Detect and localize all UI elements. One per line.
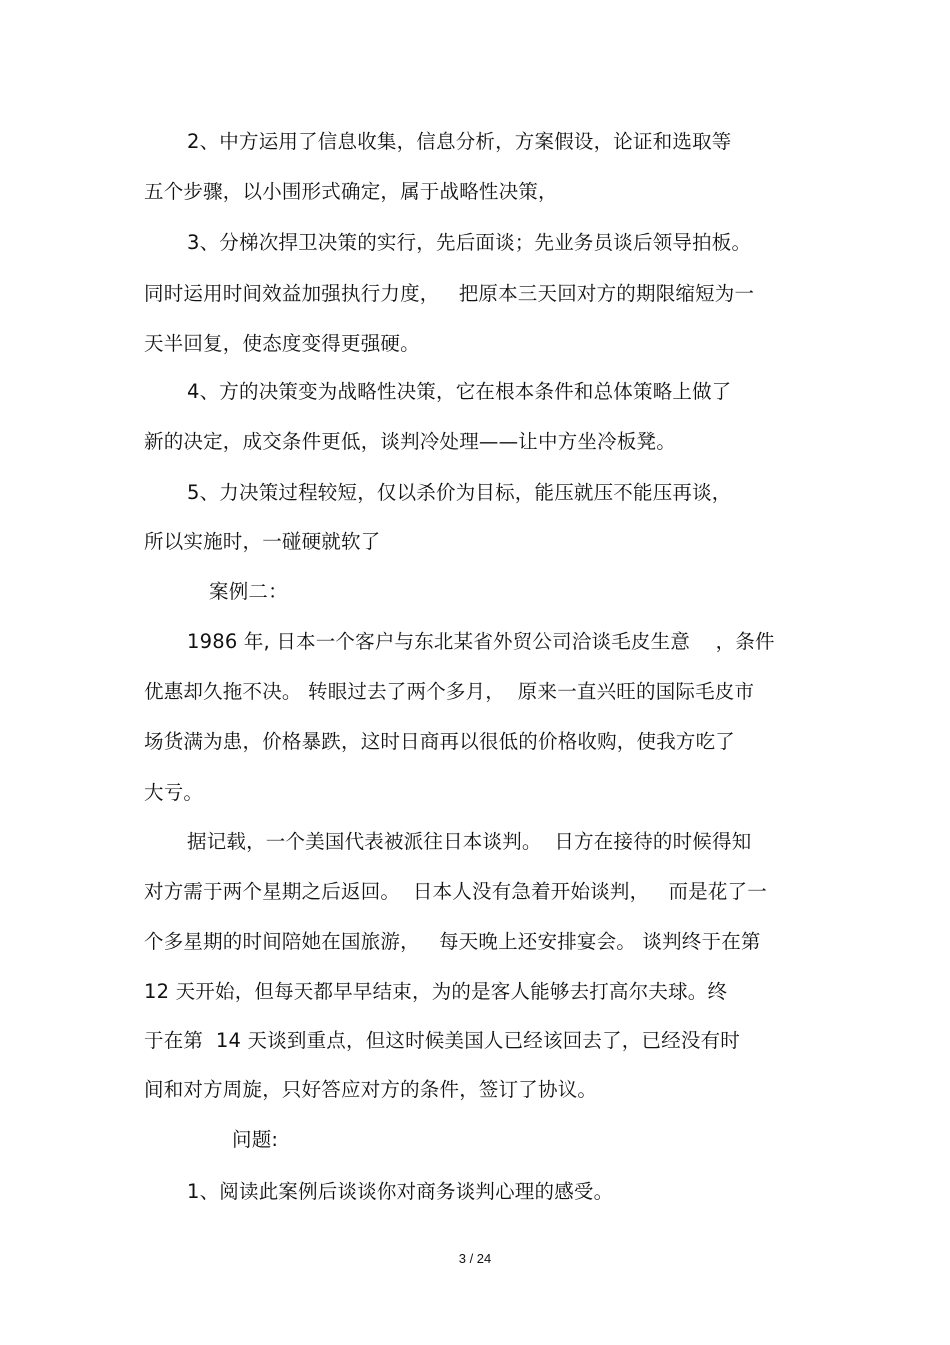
text-line-18: 12 天开始，但每天都早早结束，为的是客人能够去打高尔夫球。终 xyxy=(144,980,728,1003)
text-line-1: 2、中方运用了信息收集，信息分析，方案假设，论证和选取等 xyxy=(187,130,732,153)
text-line-12: 优惠却久拖不决。 转眼过去了两个多月， 原来一直兴旺的国际毛皮市 xyxy=(144,680,755,703)
text-line-2: 五个步骤，以小围形式确定，属于战略性决策， xyxy=(144,180,558,203)
text-line-8: 5、力决策过程较短，仅以杀价为目标，能压就压不能压再谈， xyxy=(187,481,732,504)
text-line-5: 天半回复，使态度变得更强硬。 xyxy=(144,332,420,355)
text-line-7: 新的决定，成交条件更低，谈判冷处理——让中方坐冷板凳。 xyxy=(144,430,676,453)
text-line-19: 于在第 14 天谈到重点，但这时候美国人已经该回去了，已经没有时 xyxy=(144,1029,741,1052)
text-line-13: 场货满为患，价格暴跌，这时日商再以很低的价格收购，使我方吃了 xyxy=(144,730,736,753)
text-line-16: 对方需于两个星期之后返回。 日本人没有急着开始谈判， 而是花了一 xyxy=(144,880,767,903)
text-line-11: 1986 年, 日本一个客户与东北某省外贸公司洽谈毛皮生意 ，条件 xyxy=(187,630,775,653)
text-line-15: 据记载，一个美国代表被派往日本谈判。 日方在接待的时候得知 xyxy=(187,830,752,853)
text-line-9: 所以实施时，一碰硬就软了 xyxy=(144,530,381,553)
text-line-22: 1、阅读此案例后谈谈你对商务谈判心理的感受。 xyxy=(187,1180,614,1203)
text-line-14: 大亏。 xyxy=(144,781,204,804)
text-line-4: 同时运用时间效益加强执行力度， 把原本三天回对方的期限缩短为一 xyxy=(144,282,755,305)
text-line-6: 4、方的决策变为战略性决策，它在根本条件和总体策略上做了 xyxy=(187,380,732,403)
page-number: 3 / 24 xyxy=(458,1251,492,1266)
text-line-17: 个多星期的时间陪她在国旅游， 每天晚上还安排宴会。 谈判终于在第 xyxy=(144,930,761,953)
section-heading-case-2: 案例二： xyxy=(209,580,288,603)
text-line-3: 3、分梯次捍卫决策的实行，先后面谈；先业务员谈后领导拍板。 xyxy=(187,231,752,254)
section-heading-questions: 问题: xyxy=(232,1128,279,1151)
text-line-20: 间和对方周旋，只好答应对方的条件，签订了协议。 xyxy=(144,1078,598,1101)
